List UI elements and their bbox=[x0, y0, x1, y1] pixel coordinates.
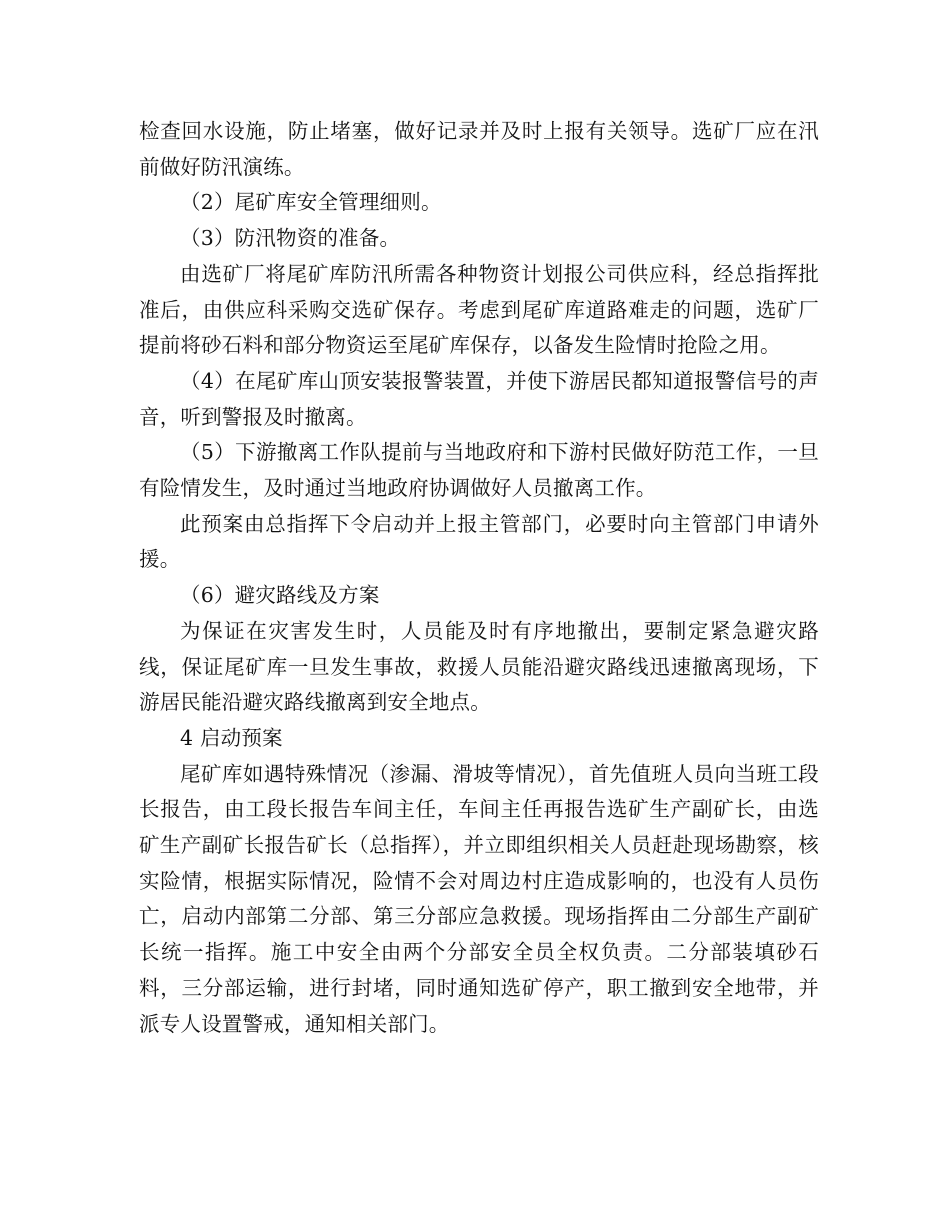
paragraph-materials-plan: 由选矿厂将尾矿库防汛所需各种物资计划报公司供应科，经总指挥批准后，由供应科采购交选矿保存。考虑到尾矿库道路难走的问题，选矿厂提前将砂石料和部分物资运至尾矿库保存，以备发生险情时抢险之用。 bbox=[139, 261, 819, 358]
paragraph-plan-activation-report: 此预案由总指挥下令启动并上报主管部门，必要时向主管部门申请外援。 bbox=[139, 511, 819, 572]
section-heading-start-plan: 4 启动预案 bbox=[180, 725, 283, 750]
paragraph-escape-route-details: 为保证在灾害发生时，人员能及时有序地撤出，要制定紧急避灾路线，保证尾矿库一旦发生事故，救援人员能沿避灾路线迅速撤离现场，下游居民能沿避灾路线撤离到安全地点。 bbox=[139, 618, 819, 715]
paragraph-item-3-flood-materials: （3）防汛物资的准备。 bbox=[180, 226, 401, 251]
paragraph-item-2-safety-rules: （2）尾矿库安全管理细则。 bbox=[180, 190, 442, 215]
paragraph-recovery-water-check: 检查回水设施，防止堵塞，做好记录并及时上报有关领导。选矿厂应在汛前做好防汛演练。 bbox=[139, 119, 819, 179]
paragraph-item-5-evacuation-team: （5）下游撤离工作队提前与当地政府和下游村民做好防范工作，一旦有险情发生，及时通过当地政府协调做好人员撤离工作。 bbox=[139, 440, 819, 501]
paragraph-item-4-alarm: （4）在尾矿库山顶安装报警装置，并使下游居民都知道报警信号的声音，听到警报及时撤离。 bbox=[139, 368, 819, 429]
document-body bbox=[139, 114, 819, 1042]
paragraph-item-6-escape-route: （6）避灾路线及方案 bbox=[180, 583, 380, 608]
paragraph-emergency-procedure: 尾矿库如遇特殊情况（渗漏、滑坡等情况），首先值班人员向当班工段长报告，由工段长报告车间主任，车间主任再报告选矿生产副矿长，由选矿生产副矿长报告矿长（总指挥），并立即组织相关人员赶赴现场勘察，核实险情，根据实际情况，险情不会对周边村庄造成影响的，也没有人员伤亡，启动内部第二分部、第三分部应急救援。现场指挥由二分部生产副矿长统一指挥。施工中安全由两个分部安全员全权负责。二分部装填砂石料，三分部运输，进行封堵，同时通知选矿停产，职工撤到安全地带，并派专人设置警戒，通知相关部门。 bbox=[139, 761, 819, 1036]
